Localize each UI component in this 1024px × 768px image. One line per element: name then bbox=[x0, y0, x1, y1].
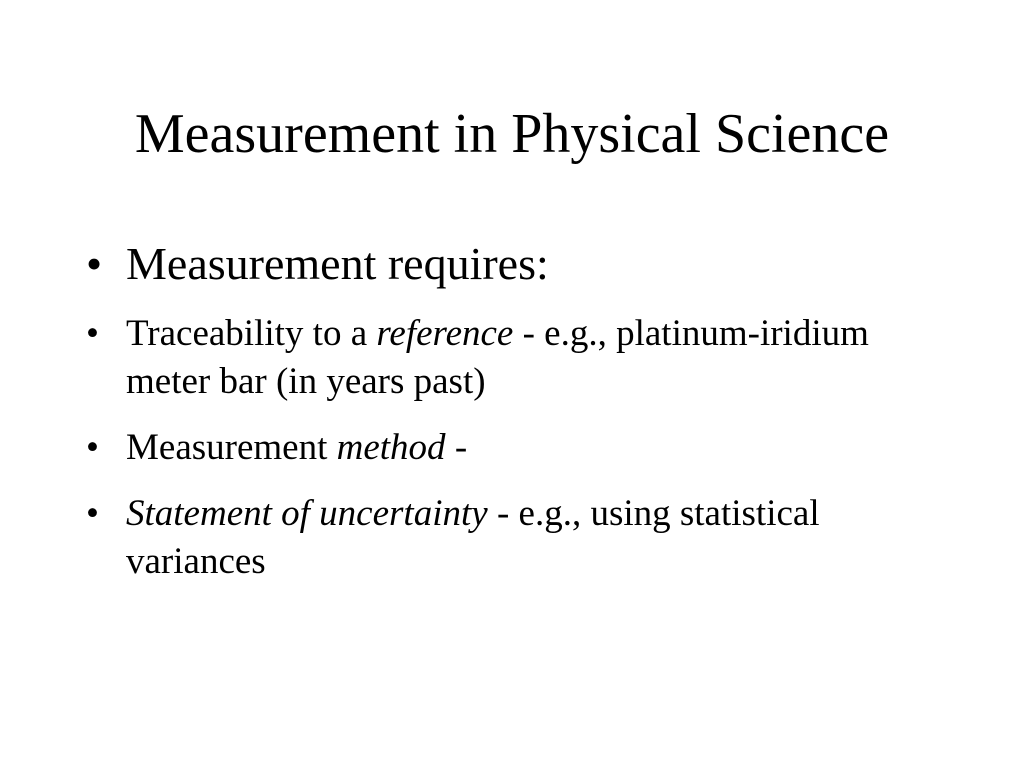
bullet-item bbox=[86, 236, 936, 292]
bullet-text-emphasis: reference bbox=[376, 313, 514, 354]
bullet-text-prefix: Traceability to a bbox=[126, 313, 377, 354]
bullet-text-suffix: - bbox=[445, 427, 468, 468]
bullet-list bbox=[86, 236, 936, 604]
bullet-text-suffix: - e.g., platinum-iridium meter bar (in years past) bbox=[126, 313, 869, 402]
bullet-item bbox=[86, 310, 936, 406]
bullet-icon: • bbox=[86, 238, 103, 289]
bullet-icon: • bbox=[86, 427, 99, 468]
bullet-text-prefix: Measurement bbox=[126, 427, 337, 468]
bullet-text-emphasis: Statement of uncertainty bbox=[126, 493, 488, 534]
bullet-icon: • bbox=[86, 493, 99, 534]
slide-title: Measurement in Physical Science bbox=[134, 103, 890, 165]
bullet-icon: • bbox=[86, 313, 99, 354]
bullet-item bbox=[86, 424, 936, 472]
bullet-text: Measurement requires: bbox=[126, 238, 549, 289]
bullet-text-suffix: - e.g., using statistical variances bbox=[126, 493, 820, 582]
bullet-item bbox=[86, 490, 936, 586]
bullet-text-emphasis: method bbox=[336, 427, 446, 468]
